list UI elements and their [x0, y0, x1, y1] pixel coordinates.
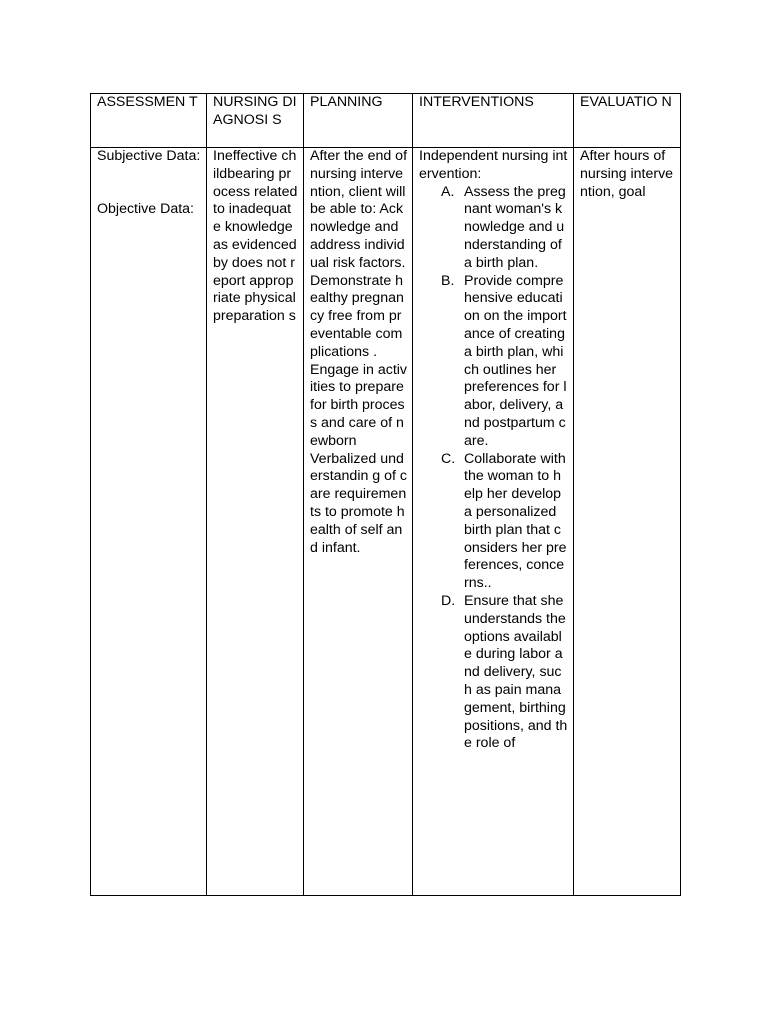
list-item [419, 273, 568, 451]
evaluation-text: After hours of nursing intervention, goal [580, 148, 674, 200]
planning-paragraph: Demonstrate healthy pregnancy free from preventable complications . [310, 272, 404, 360]
evaluation-cell [574, 148, 681, 896]
list-item [419, 451, 568, 593]
header-interventions-label: INTERVENTIONS [419, 94, 534, 110]
list-marker: A. [441, 183, 455, 200]
list-item [419, 593, 568, 753]
header-evaluation-label: EVALUATIO N [580, 94, 672, 110]
list-marker: D. [441, 592, 456, 609]
list-item-text: Collaborate with the woman to help her develop a personalized birth plan that considers her preferences, concerns.. [464, 450, 567, 592]
header-nursing-diagnosis [207, 94, 304, 148]
header-evaluation [574, 94, 681, 148]
header-assessment [91, 94, 207, 148]
table-body-row [91, 148, 681, 896]
table-header-row [91, 94, 681, 148]
interventions-cell [413, 148, 574, 896]
list-item-text: Ensure that she understands the options available during labor and delivery, such as pain management, birthing positions, and the role of [464, 592, 568, 752]
nursing-diagnosis-text: Ineffective childbearing process related to inadequate knowledge as evidenced by does not report appropriate physical preparation s [213, 148, 298, 325]
planning-paragraph: After the end of nursing intervention, client will be able to: Acknowledge and address individual risk factors. [310, 148, 408, 271]
list-marker: C. [441, 450, 456, 467]
spacer [97, 166, 201, 201]
planning-paragraph: Verbalized understandin g of care requirements to promote health of self and infant. [310, 450, 408, 556]
list-item-text: Assess the pregnant woman's knowledge and understanding of a birth plan. [464, 183, 566, 271]
assessment-cell [91, 148, 207, 896]
header-interventions [413, 94, 574, 148]
nursing-diagnosis-cell [207, 148, 304, 896]
planning-paragraph: Engage in activities to prepare for birth process and care of newborn [310, 361, 408, 449]
list-item [419, 184, 568, 273]
header-assessment-label: ASSESSMEN T [97, 94, 198, 110]
list-item-text: Provide comprehensive education on the importance of creating a birth plan, which outlines her preferences for labor, delivery, and postpartum care. [464, 272, 567, 449]
header-planning-label: PLANNING [310, 94, 383, 110]
interventions-list [419, 184, 568, 754]
list-marker: B. [441, 272, 455, 289]
planning-cell [304, 148, 413, 896]
header-planning [304, 94, 413, 148]
interventions-intro: Independent nursing intervention: [419, 148, 568, 182]
subjective-data-label: Subjective Data: [97, 148, 201, 164]
nursing-care-plan-table [90, 93, 681, 896]
header-nursing-diagnosis-label: NURSING DIAGNOSI S [213, 94, 297, 128]
objective-data-label: Objective Data: [97, 200, 194, 217]
